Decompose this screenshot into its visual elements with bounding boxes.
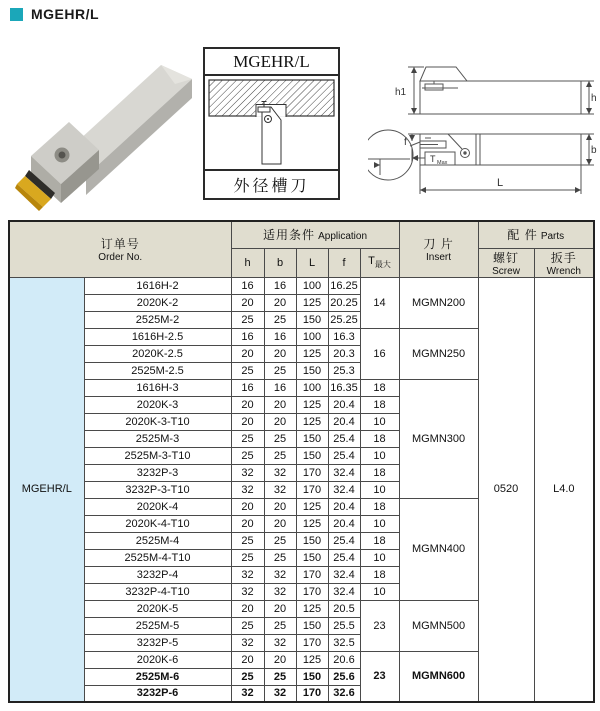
- tmax-cell: 18: [360, 464, 399, 481]
- b-cell: 32: [264, 464, 296, 481]
- b-cell: 20: [264, 345, 296, 362]
- h-cell: 25: [231, 447, 264, 464]
- b-cell: 25: [264, 430, 296, 447]
- page-header: [10, 6, 99, 22]
- h-cell: 16: [231, 328, 264, 345]
- order-no-cell: 2525M-4-T10: [84, 549, 231, 566]
- insert-header: 刀 片 Insert: [399, 221, 478, 277]
- page-title: MGEHR/L: [31, 6, 100, 22]
- b-cell: 20: [264, 396, 296, 413]
- h-cell: 25: [231, 362, 264, 379]
- L-cell: 150: [296, 617, 328, 634]
- f-col-header: f: [328, 248, 360, 277]
- insert-cell: MGMN200: [399, 277, 478, 328]
- insert-cell: MGMN500: [399, 600, 478, 651]
- b-col-header: b: [264, 248, 296, 277]
- f-cell: 25.25: [328, 311, 360, 328]
- order-no-cell: 2525M-6: [84, 668, 231, 685]
- order-no-cell: 2525M-4: [84, 532, 231, 549]
- L-cell: 170: [296, 583, 328, 600]
- f-cell: 20.25: [328, 294, 360, 311]
- b-cell: 25: [264, 447, 296, 464]
- L-cell: 125: [296, 396, 328, 413]
- b-cell: 25: [264, 311, 296, 328]
- b-cell: 25: [264, 617, 296, 634]
- screw-header: 螺钉 Screw: [478, 248, 534, 277]
- h-cell: 20: [231, 294, 264, 311]
- L-cell: 150: [296, 447, 328, 464]
- f-cell: 32.6: [328, 685, 360, 702]
- h-cell: 20: [231, 515, 264, 532]
- table-header-row-1: [9, 221, 594, 248]
- tmax-cell: 18: [360, 396, 399, 413]
- h-cell: 32: [231, 685, 264, 702]
- b-cell: 25: [264, 668, 296, 685]
- grooving-diagram: [205, 76, 338, 169]
- b-cell: 25: [264, 549, 296, 566]
- f-cell: 20.3: [328, 345, 360, 362]
- order-no-cell: 1616H-3: [84, 379, 231, 396]
- f-cell: 32.4: [328, 583, 360, 600]
- b-cell: 16: [264, 328, 296, 345]
- order-no-cell: 2525M-2: [84, 311, 231, 328]
- b-cell: 32: [264, 685, 296, 702]
- h-cell: 20: [231, 600, 264, 617]
- L-cell: 150: [296, 549, 328, 566]
- f-cell: 25.4: [328, 532, 360, 549]
- L-cell: 125: [296, 413, 328, 430]
- tmax-cell: 23: [360, 651, 399, 702]
- dim-label-h: h: [591, 93, 597, 104]
- L-cell: 100: [296, 379, 328, 396]
- dimension-drawing: [368, 55, 598, 205]
- f-cell: 20.5: [328, 600, 360, 617]
- h-cell: 20: [231, 345, 264, 362]
- f-cell: 20.6: [328, 651, 360, 668]
- h-cell: 25: [231, 617, 264, 634]
- brand-accent-square-icon: [10, 8, 23, 21]
- f-cell: 25.5: [328, 617, 360, 634]
- application-header: 适用条件 Application: [231, 221, 399, 248]
- application-diagram-box: [203, 47, 340, 200]
- f-cell: 25.4: [328, 549, 360, 566]
- dim-label-h1: h1: [395, 87, 407, 98]
- h-cell: 25: [231, 532, 264, 549]
- order-no-cell: 2525M-5: [84, 617, 231, 634]
- b-cell: 32: [264, 481, 296, 498]
- b-cell: 32: [264, 634, 296, 651]
- insert-cell: MGMN400: [399, 498, 478, 600]
- h-col-header: h: [231, 248, 264, 277]
- L-cell: 170: [296, 566, 328, 583]
- dim-label-tmax-sub: Max: [437, 160, 448, 166]
- order-no-cell: 3232P-4: [84, 566, 231, 583]
- L-cell: 125: [296, 515, 328, 532]
- spec-table-body: [9, 277, 594, 702]
- tmax-cell: 10: [360, 413, 399, 430]
- b-cell: 32: [264, 583, 296, 600]
- f-cell: 25.6: [328, 668, 360, 685]
- h-cell: 16: [231, 277, 264, 294]
- f-cell: 20.4: [328, 515, 360, 532]
- L-cell: 170: [296, 464, 328, 481]
- order-no-cell: 2525M-2.5: [84, 362, 231, 379]
- b-cell: 20: [264, 413, 296, 430]
- order-no-cell: 2020K-3: [84, 396, 231, 413]
- tmax-cell: 10: [360, 481, 399, 498]
- b-cell: 20: [264, 498, 296, 515]
- h-cell: 20: [231, 651, 264, 668]
- b-cell: 16: [264, 379, 296, 396]
- L-cell: 125: [296, 600, 328, 617]
- L-cell: 170: [296, 685, 328, 702]
- wrench-header: 扳手 Wrench: [534, 248, 594, 277]
- dim-label-L: L: [497, 177, 504, 189]
- order-no-cell: 2020K-3-T10: [84, 413, 231, 430]
- diagram-caption: 外径槽刀: [205, 169, 338, 198]
- tmax-cell: 10: [360, 583, 399, 600]
- f-cell: 20.4: [328, 498, 360, 515]
- spec-table: [8, 220, 595, 703]
- tmax-cell: 18: [360, 532, 399, 549]
- L-cell: 150: [296, 430, 328, 447]
- order-no-cell: 1616H-2.5: [84, 328, 231, 345]
- tmax-cell: 16: [360, 328, 399, 379]
- f-cell: 25.4: [328, 447, 360, 464]
- h-cell: 20: [231, 413, 264, 430]
- L-cell: 150: [296, 668, 328, 685]
- order-no-cell: 3232P-3-T10: [84, 481, 231, 498]
- h-cell: 25: [231, 311, 264, 328]
- h-cell: 16: [231, 379, 264, 396]
- f-cell: 16.35: [328, 379, 360, 396]
- f-cell: 32.4: [328, 566, 360, 583]
- f-cell: 32.4: [328, 464, 360, 481]
- L-cell: 125: [296, 651, 328, 668]
- tmax-cell: 18: [360, 566, 399, 583]
- f-cell: 16.3: [328, 328, 360, 345]
- h-cell: 25: [231, 549, 264, 566]
- tmax-cell: 14: [360, 277, 399, 328]
- dim-label-b: b: [591, 145, 597, 156]
- order-no-cell: 2525M-3-T10: [84, 447, 231, 464]
- tmax-cell: 10: [360, 447, 399, 464]
- f-cell: 16.25: [328, 277, 360, 294]
- f-cell: 25.3: [328, 362, 360, 379]
- b-cell: 20: [264, 515, 296, 532]
- b-cell: 25: [264, 532, 296, 549]
- f-cell: 20.4: [328, 396, 360, 413]
- table-row: [9, 277, 594, 294]
- order-no-cell: 3232P-3: [84, 464, 231, 481]
- screw-cell: 0520: [478, 277, 534, 702]
- tmax-cell: 18: [360, 430, 399, 447]
- b-cell: 25: [264, 362, 296, 379]
- order-no-cell: 2020K-6: [84, 651, 231, 668]
- L-cell: 170: [296, 634, 328, 651]
- row-label-cell: MGEHR/L: [9, 277, 84, 702]
- insert-cell: MGMN250: [399, 328, 478, 379]
- parts-header: 配 件 Parts: [478, 221, 594, 248]
- b-cell: 32: [264, 566, 296, 583]
- order-no-cell: 2020K-4-T10: [84, 515, 231, 532]
- tmax-cell: 18: [360, 498, 399, 515]
- tmax-cell: 10: [360, 549, 399, 566]
- L-cell: 125: [296, 498, 328, 515]
- order-no-cell: 2020K-2: [84, 294, 231, 311]
- b-cell: 16: [264, 277, 296, 294]
- L-cell: 100: [296, 328, 328, 345]
- L-cell: 125: [296, 294, 328, 311]
- tool-holder-photo: [15, 52, 200, 214]
- L-cell: 170: [296, 481, 328, 498]
- f-cell: 32.5: [328, 634, 360, 651]
- insert-cell: MGMN300: [399, 379, 478, 498]
- order-no-cell: 3232P-5: [84, 634, 231, 651]
- order-no-cell: 2020K-2.5: [84, 345, 231, 362]
- insert-cell: MGMN600: [399, 651, 478, 702]
- h-cell: 32: [231, 634, 264, 651]
- b-cell: 20: [264, 294, 296, 311]
- diagram-title: MGEHR/L: [205, 49, 338, 76]
- dim-label-tmax: T: [430, 154, 436, 164]
- h-cell: 20: [231, 396, 264, 413]
- h-cell: 32: [231, 464, 264, 481]
- order-no-cell: 2020K-5: [84, 600, 231, 617]
- L-cell: 100: [296, 277, 328, 294]
- L-cell: 150: [296, 362, 328, 379]
- f-cell: 25.4: [328, 430, 360, 447]
- dim-label-f: f: [404, 137, 407, 148]
- order-no-cell: 2525M-3: [84, 430, 231, 447]
- f-cell: 32.4: [328, 481, 360, 498]
- grooving-diagram-drawing: [205, 76, 338, 169]
- order-no-cell: 3232P-4-T10: [84, 583, 231, 600]
- b-cell: 20: [264, 651, 296, 668]
- h-cell: 32: [231, 583, 264, 600]
- tmax-cell: 18: [360, 379, 399, 396]
- tmax-cell: 23: [360, 600, 399, 651]
- L-col-header: L: [296, 248, 328, 277]
- h-cell: 32: [231, 566, 264, 583]
- h-cell: 32: [231, 481, 264, 498]
- tmax-col-header: $T_{最大}$: [360, 248, 399, 277]
- order-no-cell: 3232P-6: [84, 685, 231, 702]
- b-cell: 20: [264, 600, 296, 617]
- h-cell: 20: [231, 498, 264, 515]
- f-cell: 20.4: [328, 413, 360, 430]
- tmax-cell: 10: [360, 515, 399, 532]
- order-no-header: 订单号 Order No.: [9, 221, 231, 277]
- h-cell: 25: [231, 430, 264, 447]
- L-cell: 150: [296, 532, 328, 549]
- order-no-cell: 2020K-4: [84, 498, 231, 515]
- L-cell: 150: [296, 311, 328, 328]
- order-no-cell: 1616H-2: [84, 277, 231, 294]
- h-cell: 25: [231, 668, 264, 685]
- L-cell: 125: [296, 345, 328, 362]
- wrench-cell: L4.0: [534, 277, 594, 702]
